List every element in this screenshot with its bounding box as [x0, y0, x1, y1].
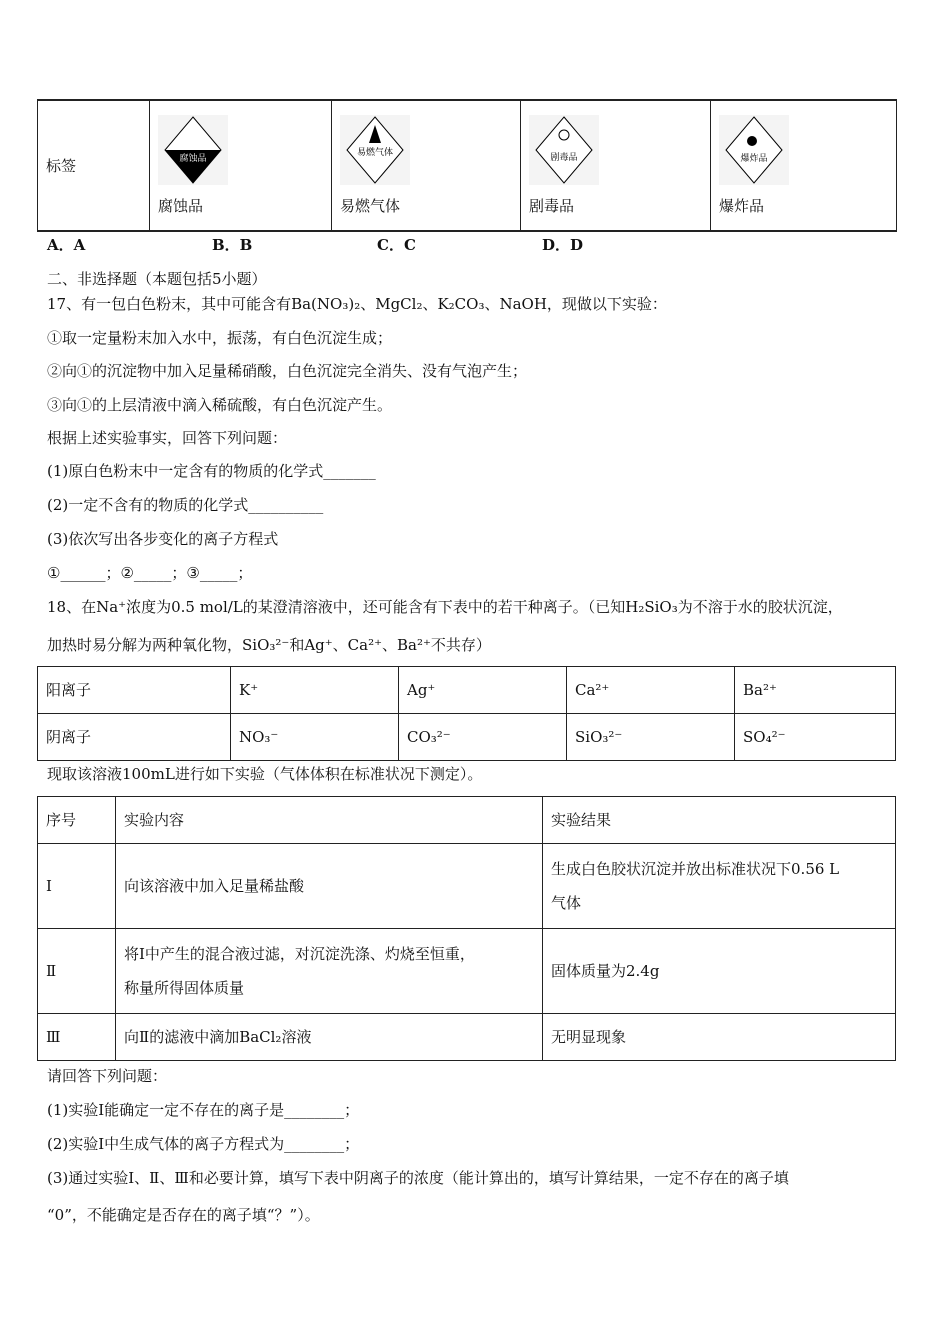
- experiment-table: [37, 796, 896, 1061]
- q18-question: (2)实验Ⅰ中生成气体的离子方程式为________；: [47, 1135, 360, 1153]
- exp-cell: Ⅲ: [38, 1014, 116, 1061]
- q18-question: (3)通过实验Ⅰ、Ⅱ、Ⅲ和必要计算，填写下表中阴离子的浓度（能计算出的，填写计算结果，一定不存在的离子填: [47, 1169, 789, 1187]
- q17-stem: 17、有一包白色粉末，其中可能含有Ba(NO₃)₂、MgCl₂、K₂CO₃、NaOH，现做以下实验：: [47, 295, 667, 313]
- q17-step: ③向①的上层清液中滴入稀硫酸，有白色沉淀产生。: [47, 396, 393, 414]
- exp-cell: Ⅰ: [38, 844, 116, 929]
- q18-prompt: 请回答下列问题：: [47, 1067, 168, 1085]
- q17-prompt: 根据上述实验事实，回答下列问题：: [47, 429, 288, 447]
- ion-cell: SO₄²⁻: [735, 714, 896, 761]
- explosive-sign-icon: [719, 115, 789, 185]
- ion-cell: Ag⁺: [399, 667, 567, 714]
- label-cell: [332, 100, 521, 231]
- q18-stem: 加热时易分解为两种氧化物，SiO₃²⁻和Ag⁺、Ca²⁺、Ba²⁺不共存）: [47, 636, 491, 654]
- exp-text: 将Ⅰ中产生的混合液过滤，对沉淀洗涤、灼烧至恒重，: [124, 945, 475, 963]
- q17-step: ②向①的沉淀物中加入足量稀硝酸，白色沉淀完全消失、没有气泡产生；: [47, 362, 528, 380]
- exp-cell: 向该溶液中加入足量稀盐酸: [116, 844, 543, 929]
- option-c: C．C: [377, 236, 416, 254]
- header-cell: 序号: [38, 797, 116, 844]
- ion-cell: 阳离子: [38, 667, 231, 714]
- label-name: 腐蚀品: [158, 196, 204, 215]
- q18-question: (1)实验Ⅰ能确定一定不存在的离子是________；: [47, 1101, 360, 1119]
- ion-table: [37, 666, 896, 761]
- q18-intro: 现取该溶液100mL进行如下实验（气体体积在标准状况下测定）。: [47, 765, 483, 783]
- q17-question: (3)依次写出各步变化的离子方程式: [47, 530, 279, 548]
- option-b: B．B: [212, 236, 253, 254]
- ion-cell: Ca²⁺: [567, 667, 735, 714]
- q18-stem: 18、在Na⁺浓度为0.5 mol/L的某澄清溶液中，还可能含有下表中的若干种离子。（已知H₂SiO₃为不溶于水的胶状沉淀，: [47, 598, 843, 616]
- toxic-sign-icon: [529, 115, 599, 185]
- label-name: 爆炸品: [719, 196, 765, 215]
- exp-cell: Ⅱ: [38, 929, 116, 1014]
- label-name: 易燃气体: [340, 196, 401, 215]
- flammable-gas-sign-icon: [340, 115, 410, 185]
- label-name: 剧毒品: [529, 196, 575, 215]
- ion-cell: Ba²⁺: [735, 667, 896, 714]
- row-header: 标签: [38, 100, 150, 231]
- q17-question: (2)一定不含有的物质的化学式__________: [47, 496, 324, 514]
- exp-cell: 向Ⅱ的滤液中滴加BaCl₂溶液: [116, 1014, 543, 1061]
- header-cell: 实验内容: [116, 797, 543, 844]
- ion-cell: CO₃²⁻: [399, 714, 567, 761]
- ion-cell: 阴离子: [38, 714, 231, 761]
- svg-text:爆炸品: 爆炸品: [740, 153, 768, 164]
- q18-question: “0”，不能确定是否存在的离子填“？”）。: [47, 1206, 320, 1224]
- label-cell: [521, 100, 711, 231]
- option-a: A．A: [47, 236, 86, 254]
- exp-cell: [116, 929, 543, 1014]
- hazard-labels-table: [37, 99, 897, 232]
- header-cell: 实验结果: [543, 797, 896, 844]
- exp-cell: 无明显现象: [543, 1014, 896, 1061]
- q17-question: ①______；②_____；③_____；: [47, 564, 253, 582]
- exp-text: 称量所得固体质量: [124, 979, 245, 997]
- q17-step: ①取一定量粉末加入水中，振荡，有白色沉淀生成；: [47, 329, 393, 347]
- corrosive-sign-icon: [158, 115, 228, 185]
- label-cell: [711, 100, 897, 231]
- svg-text:易燃气体: 易燃气体: [356, 147, 394, 158]
- ion-cell: NO₃⁻: [231, 714, 399, 761]
- ion-cell: SiO₃²⁻: [567, 714, 735, 761]
- label-cell: [150, 100, 332, 231]
- exp-cell: [543, 844, 896, 929]
- ion-cell: K⁺: [231, 667, 399, 714]
- q17-question: (1)原白色粉末中一定含有的物质的化学式_______: [47, 462, 376, 480]
- svg-text:剧毒品: 剧毒品: [550, 152, 578, 163]
- option-d: D．D: [542, 236, 584, 254]
- section-heading: 二、非选择题（本题包括5小题）: [47, 270, 267, 288]
- exp-cell: 固体质量为2.4g: [543, 929, 896, 1014]
- exp-text: 生成白色胶状沉淀并放出标准状况下0.56 L: [551, 860, 840, 878]
- svg-text:腐蚀品: 腐蚀品: [179, 153, 207, 164]
- exp-text: 气体: [551, 894, 582, 912]
